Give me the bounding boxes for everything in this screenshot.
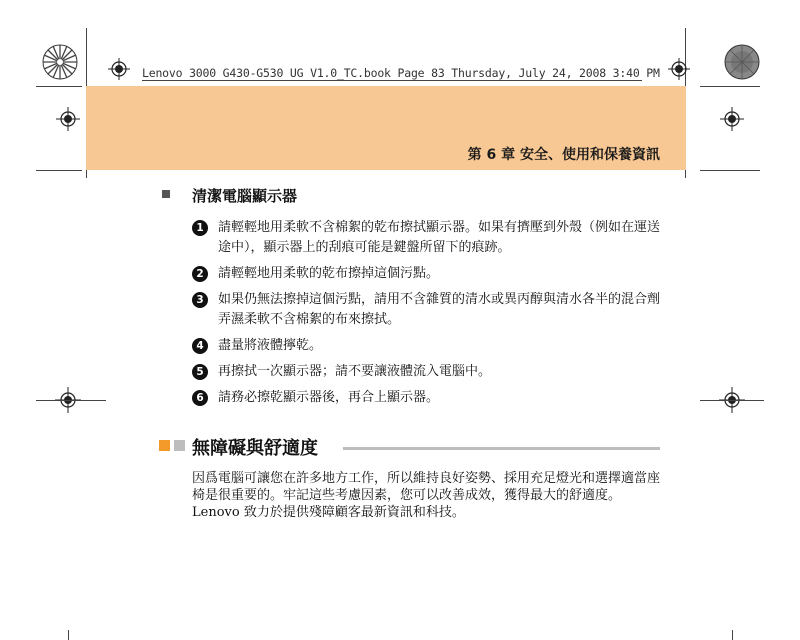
- step-number: 6: [192, 390, 208, 406]
- crop-mark: [68, 630, 69, 640]
- step-item: [192, 336, 672, 356]
- gray-dial-icon: [724, 44, 760, 80]
- step-text: 請輕輕地用柔軟不含棉絮的乾布擦拭顯示器。如果有擠壓到外殼（例如在運送途中），顯示器上的刮痕可能是鍵盤所留下的痕跡。: [218, 220, 661, 255]
- step-list: [192, 218, 672, 414]
- section-heading: 無障礙與舒適度: [192, 438, 318, 459]
- registration-mark-icon: [108, 58, 130, 80]
- step-number: 3: [192, 292, 208, 308]
- step-item: [192, 218, 672, 258]
- crop-mark: [732, 630, 733, 640]
- body-paragraph: 因爲電腦可讓您在許多地方工作，所以維持良好姿勢、採用充足燈光和選擇適當座椅是很重要的。牢記這些考慮因素，您可以改善成效，獲得最大的舒適度。Lenovo 致力於提供殘障顧客最新資訊和科技。: [192, 471, 661, 520]
- step-number: 2: [192, 266, 208, 282]
- step-item: [192, 388, 672, 408]
- registration-mark-icon: [720, 107, 744, 131]
- section-heading: 清潔電腦顯示器: [192, 187, 298, 205]
- registration-mark-icon: [56, 107, 80, 131]
- crop-mark: [700, 170, 760, 171]
- step-item: [192, 264, 672, 284]
- crop-mark: [36, 86, 82, 87]
- step-text: 盡量將液體擰乾。: [218, 338, 323, 353]
- chapter-title: 第 6 章 安全、使用和保養資訊: [467, 147, 660, 163]
- color-bar-starburst-icon: [42, 44, 78, 80]
- crop-mark: [36, 170, 82, 171]
- crop-mark: [700, 86, 760, 87]
- step-number: 4: [192, 338, 208, 354]
- slug-line: Lenovo 3000 G430-G530 UG V1.0_TC.book Page 83 Thursday, July 24, 2008 3:40 PM: [142, 66, 660, 80]
- section-accent-square: [159, 440, 170, 451]
- section-bullet-icon: [162, 190, 170, 198]
- step-item: [192, 290, 672, 330]
- crop-mark: [700, 400, 764, 401]
- step-text: 如果仍無法擦掉這個污點，請用不含雜質的清水或異丙醇與清水各半的混合劑弄濕柔軟不含棉絮的布來擦拭。: [218, 292, 661, 327]
- section-accent-square: [174, 440, 185, 451]
- step-text: 請輕輕地用柔軟的乾布擦掉這個污點。: [218, 266, 440, 281]
- heading-rule: [343, 447, 660, 450]
- crop-mark: [142, 80, 642, 81]
- step-text: 請務必擦乾顯示器後，再合上顯示器。: [218, 390, 440, 405]
- step-item: [192, 362, 672, 382]
- step-text: 再擦拭一次顯示器；請不要讓液體流入電腦中。: [218, 364, 492, 379]
- crop-mark: [36, 400, 106, 401]
- registration-mark-icon: [668, 58, 690, 80]
- step-number: 5: [192, 364, 208, 380]
- step-number: 1: [192, 220, 208, 236]
